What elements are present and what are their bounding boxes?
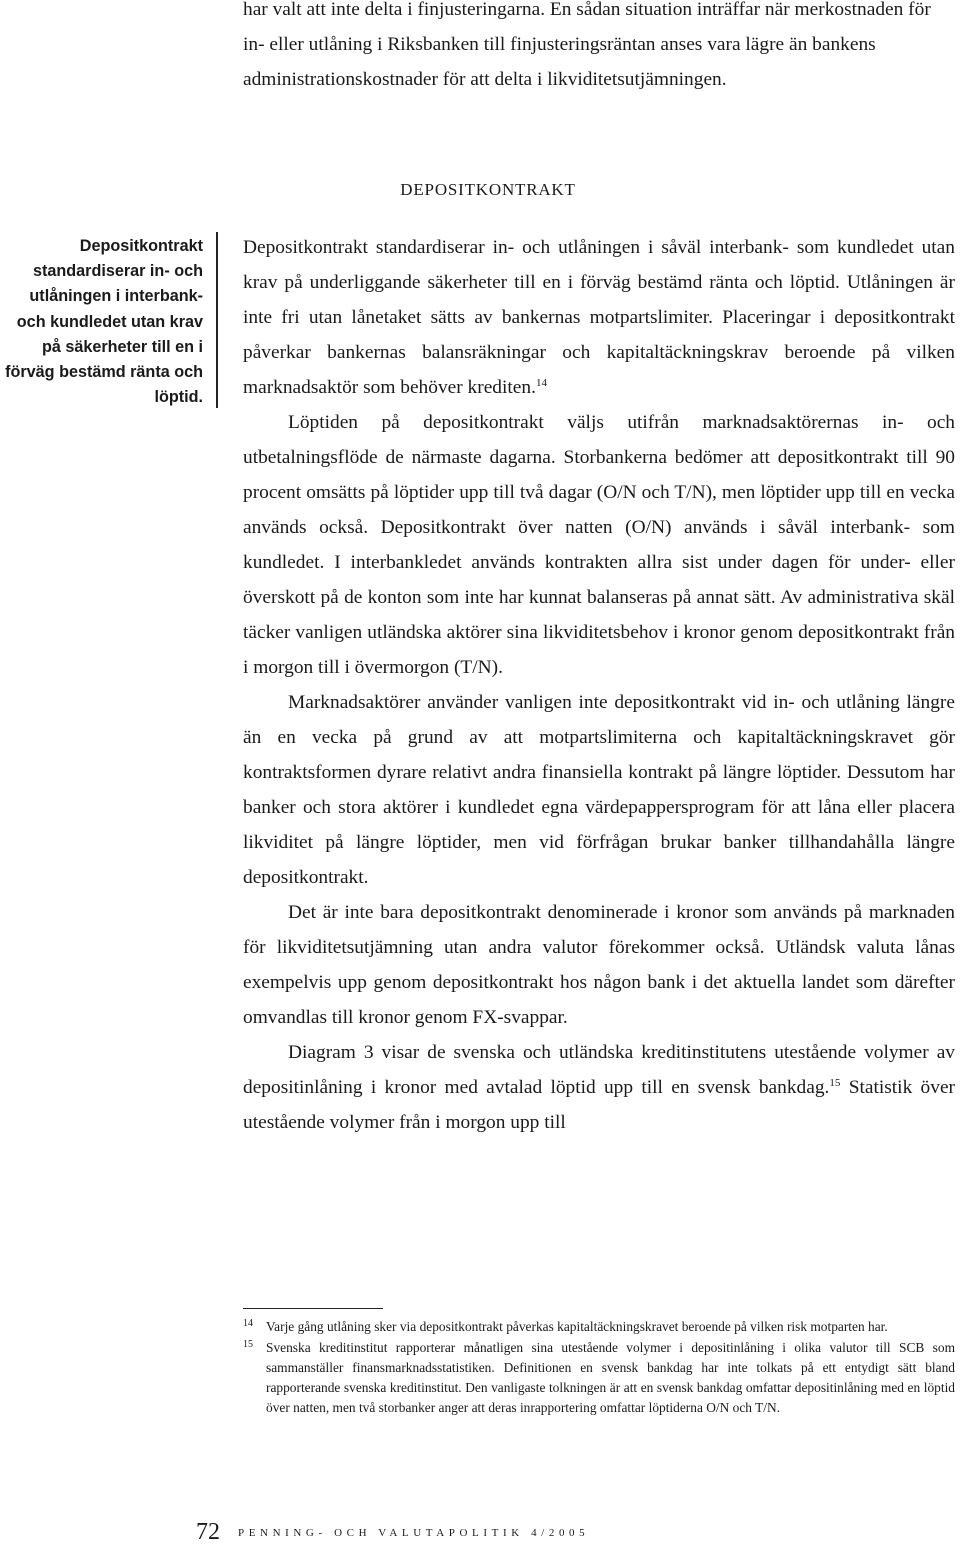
margin-note: Depositkontrakt standardiserar in- och utlåningen i interbank- och kundledet utan krav på säkerheter till en i förväg bestämd ränta och löptid. — [5, 237, 203, 407]
footnote-number: 14 — [243, 1318, 253, 1329]
footnote-14 — [243, 1317, 955, 1337]
margin-note-rule — [216, 232, 218, 408]
footnote-ref-15: 15 — [829, 1077, 841, 1089]
journal-title: PENNING- OCH VALUTAPOLITIK 4/2005 — [238, 1526, 590, 1539]
body-text — [243, 230, 955, 1140]
paragraph-2: Löptiden på depositkontrakt väljs utifrån marknadsaktörernas in- och utbetalningsflöde de närmaste dagarna. Storbankerna bedömer att depositkontrakt till 90 procent omsätts på löptider upp till två dagar (O/N och T/N), men löptider upp till en vecka används också. Depositkontrakt över natten (O/N) används i såväl interbank- som kundledet. I interbankledet används kontrakten allra sist under dagen för under- eller överskott på de konton som inte har kunnat balanseras på annat sätt. Av administrativa skäl täcker vanligen utländska aktörer sina likviditetsbehov i kronor genom depositkontrakt från i morgon till i övermorgon (T/N). — [243, 412, 955, 678]
footnote-divider — [243, 1308, 383, 1309]
paragraph-3: Marknadsaktörer använder vanligen inte depositkontrakt vid in- och utlåning längre än en vecka på grund av att motpartslimiterna och kapitaltäckningskravet gör kontraktsformen dyrare relativt andra finansiella kontrakt på längre löptider. Dessutom har banker och stora aktörer i kundledet egna värdepappersprogram för att låna eller placera likviditet på längre löptider, men vid förfrågan brukar banker tillhandahålla längre depositkontrakt. — [243, 692, 955, 888]
page-footer — [196, 1519, 589, 1546]
footnote-text: Varje gång utlåning sker via depositkontrakt påverkas kapitaltäckningskravet beroende på vilken risk motparten har. — [266, 1319, 888, 1334]
footnote-number: 15 — [243, 1339, 253, 1350]
page-number: 72 — [196, 1519, 220, 1545]
footnote-ref-14: 14 — [535, 377, 547, 389]
intro-paragraph: har valt att inte delta i finjusteringarna. En sådan situation inträffar när merkostnaden för in- eller utlåning i Riksbanken till finjusteringsräntan anses vara lägre än bankens administrationskostnader för att delta i likviditetsutjämningen. — [243, 0, 931, 90]
footnote-15 — [243, 1338, 955, 1418]
section-heading: DEPOSITKONTRAKT — [400, 180, 576, 199]
paragraph-5-text-a: Diagram 3 visar de svenska och utländska kreditinstitutens utestående volymer av depositinlåning i kronor med avtalad löptid upp till en svensk bankdag. — [243, 1042, 955, 1098]
paragraph-5-text-b: Statistik över utestående volymer från i morgon upp till — [243, 1077, 956, 1133]
footnote-text: Svenska kreditinstitut rapporterar månatligen sina utestående volymer i depositinlåning i olika valutor till SCB som sammanställer finansmarknadsstatistiken. Definitionen en svensk bankdag har inte tolkats på ett entydigt sätt bland rapporterande svenska kreditinstitut. Den vanligaste tolkningen är att en svensk bankdag omfattar depositinlåning med en löptid över natten, men två storbanker anger att deras inrapportering omfattar löptiderna O/N och T/N. — [266, 1340, 955, 1415]
footnotes — [243, 1317, 955, 1419]
paragraph-5 — [243, 1035, 955, 1140]
paragraph-1-text: Depositkontrakt standardiserar in- och utlåningen i såväl interbank- som kundledet utan krav på underliggande säkerheter till en i förväg bestämd ränta och löptid. Utlåningen är inte fri utan lånetaket sätts av bankernas motpartslimiter. Placeringar i depositkontrakt påverkar bankernas balansräkningar och kapitaltäckningskrav beroende på vilken marknadsaktör som behöver krediten. — [243, 237, 955, 398]
paragraph-1 — [243, 230, 955, 405]
paragraph-4: Det är inte bara depositkontrakt denominerade i kronor som används på marknaden för likviditetsutjämning utan andra valutor förekommer också. Utländsk valuta lånas exempelvis upp genom depositkontrakt hos någon bank i det aktuella landet som därefter omvandlas till kronor genom FX-svappar. — [243, 902, 955, 1028]
